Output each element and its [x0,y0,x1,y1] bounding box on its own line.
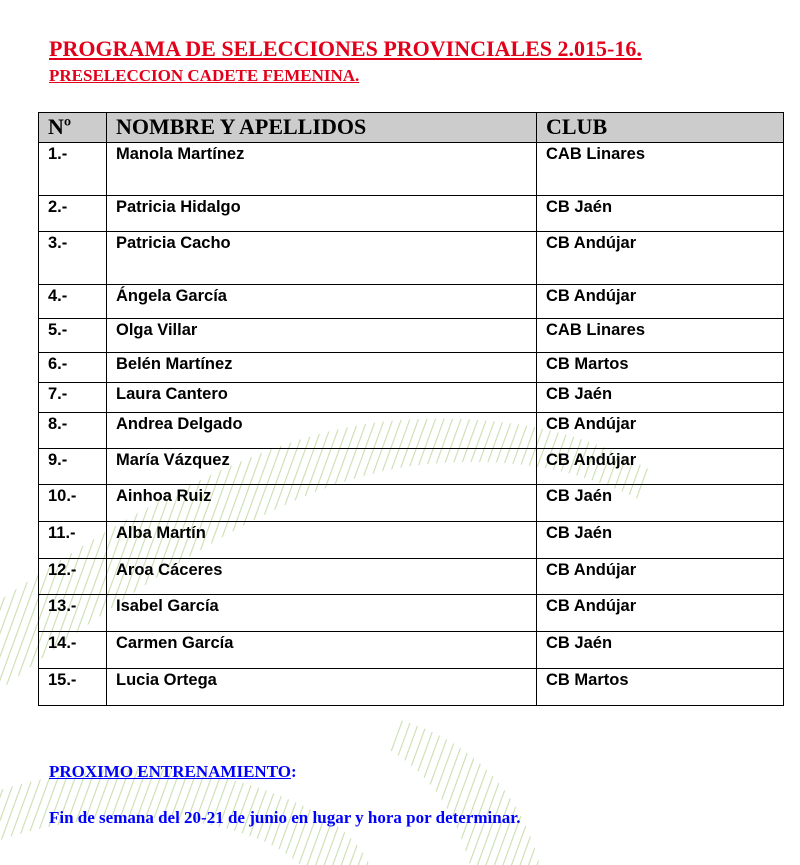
player-name-cell: Olga Villar [107,319,537,353]
row-number-cell: 12.- [39,559,107,595]
next-training-label: PROXIMO ENTRENAMIENTO [49,762,291,781]
table-row [39,232,784,285]
player-name-cell: Aroa Cáceres [107,559,537,595]
row-number-cell: 6.- [39,353,107,383]
club-cell: CAB Linares [537,319,784,353]
table-row [39,196,784,232]
table-row [39,319,784,353]
row-number-cell: 10.- [39,485,107,522]
page-subtitle: PRESELECCION CADETE FEMENINA. [49,66,360,85]
player-name-cell: Laura Cantero [107,383,537,413]
row-number-cell: 14.- [39,632,107,669]
table-header-row [39,113,784,143]
player-name-cell: Isabel García [107,595,537,632]
row-number-cell: 5.- [39,319,107,353]
club-cell: CB Jaén [537,196,784,232]
table-row [39,143,784,196]
player-name-cell: Belén Martínez [107,353,537,383]
player-name-cell: Patricia Cacho [107,232,537,285]
player-name-cell: Manola Martínez [107,143,537,196]
table-row [39,559,784,595]
player-name-cell: Carmen García [107,632,537,669]
roster-table [38,112,784,706]
club-cell: CB Jaén [537,383,784,413]
page-title: PROGRAMA DE SELECCIONES PROVINCIALES 2.015-16. [49,36,642,61]
row-number-cell: 7.- [39,383,107,413]
club-cell: CB Andújar [537,285,784,319]
club-cell: CAB Linares [537,143,784,196]
column-header-name: NOMBRE Y APELLIDOS [107,113,537,143]
row-number-cell: 1.- [39,143,107,196]
row-number-cell: 2.- [39,196,107,232]
table-row [39,285,784,319]
row-number-cell: 9.- [39,449,107,485]
table-row [39,522,784,559]
club-cell: CB Martos [537,669,784,706]
table-row [39,413,784,449]
next-training-colon: : [290,762,297,781]
club-cell: CB Andújar [537,232,784,285]
player-name-cell: Lucia Ortega [107,669,537,706]
club-cell: CB Martos [537,353,784,383]
table-row [39,383,784,413]
table-row [39,353,784,383]
club-cell: CB Jaén [537,632,784,669]
table-row [39,449,784,485]
row-number-cell: 11.- [39,522,107,559]
next-training-details: Fin de semana del 20-21 de junio en lugar y hora por determinar. [49,808,521,827]
club-cell: CB Andújar [537,595,784,632]
column-header-number: Nº [39,113,107,143]
player-name-cell: Alba Martín [107,522,537,559]
row-number-cell: 8.- [39,413,107,449]
row-number-cell: 13.- [39,595,107,632]
player-name-cell: Ángela García [107,285,537,319]
table-row [39,669,784,706]
club-cell: CB Andújar [537,559,784,595]
next-training-heading [49,762,297,782]
column-header-club: CLUB [537,113,784,143]
row-number-cell: 4.- [39,285,107,319]
table-row [39,632,784,669]
player-name-cell: Ainhoa Ruiz [107,485,537,522]
club-cell: CB Andújar [537,413,784,449]
club-cell: CB Jaén [537,522,784,559]
club-cell: CB Andújar [537,449,784,485]
table-row [39,595,784,632]
table-row [39,485,784,522]
player-name-cell: María Vázquez [107,449,537,485]
row-number-cell: 15.- [39,669,107,706]
club-cell: CB Jaén [537,485,784,522]
row-number-cell: 3.- [39,232,107,285]
player-name-cell: Andrea Delgado [107,413,537,449]
player-name-cell: Patricia Hidalgo [107,196,537,232]
